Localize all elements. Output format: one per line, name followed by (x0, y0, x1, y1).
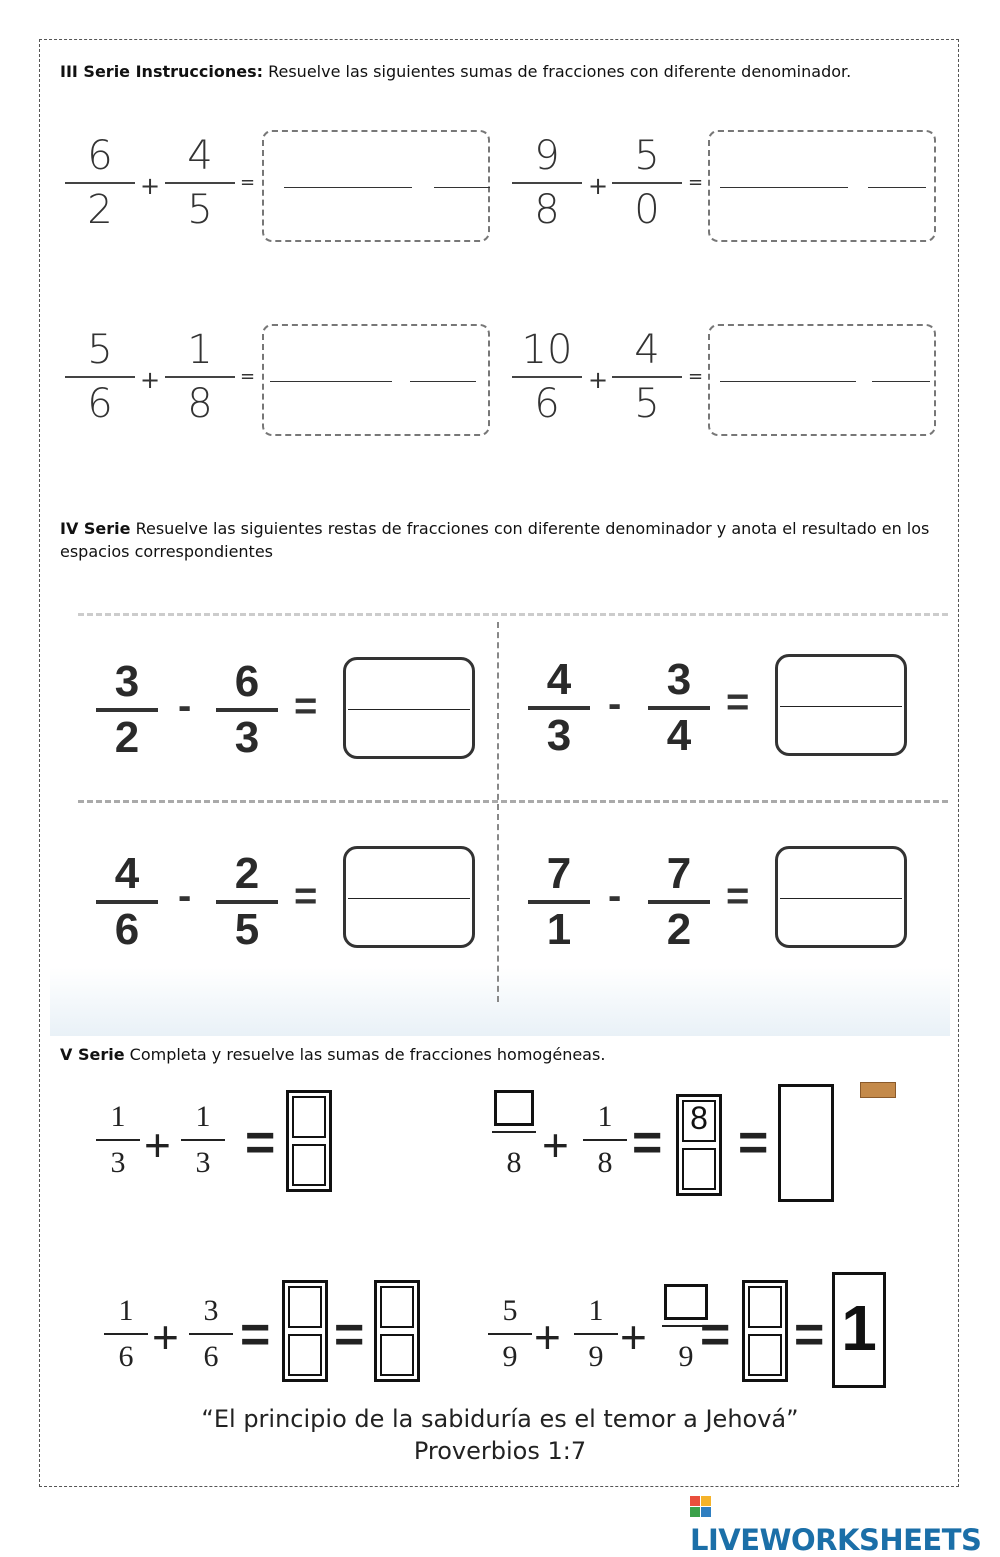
numerator: 4 (187, 133, 213, 179)
denominator: 2 (114, 713, 140, 762)
denominator-cell[interactable] (292, 1144, 326, 1186)
equals-sign: = (726, 680, 750, 724)
plus-sign: + (588, 172, 609, 200)
denominator: 8 (506, 1146, 522, 1179)
denominator: 9 (678, 1340, 694, 1373)
equals-sign: = (240, 1306, 271, 1364)
equals-sign: = (794, 1306, 825, 1364)
crate-icon (860, 1082, 896, 1098)
equals-sign: = (688, 366, 704, 387)
answer-fraction-box[interactable] (676, 1094, 722, 1196)
quote-line1: “El principio de la sabiduría es el temor a Jehová” (201, 1405, 799, 1433)
numerator-cell (682, 1100, 716, 1142)
section4-title: IV Serie (60, 519, 131, 538)
equals-sign: = (334, 1306, 365, 1364)
denominator: 5 (187, 187, 213, 233)
brand-text: LIVEWORKSHEETS (690, 1523, 982, 1557)
denominator: 3 (110, 1146, 126, 1179)
fraction (648, 656, 710, 760)
numerator: 6 (234, 657, 260, 706)
answer-box[interactable] (778, 1084, 834, 1202)
minus-sign: - (608, 682, 622, 726)
numerator: 4 (634, 327, 660, 373)
denominator: 6 (118, 1340, 134, 1373)
numerator: 5 (87, 327, 113, 373)
denominator: 5 (634, 381, 660, 427)
numerator: 5 (634, 133, 660, 179)
given-numerator: 8 (690, 1100, 708, 1136)
plus-sign: + (534, 1311, 561, 1363)
equals-sign: = (245, 1114, 276, 1172)
fraction (65, 326, 135, 428)
plus-sign: + (140, 366, 161, 394)
numerator-cell[interactable] (288, 1286, 322, 1328)
fraction (492, 1098, 536, 1182)
denominator: 6 (114, 905, 140, 954)
answer-fraction-box[interactable] (374, 1280, 420, 1382)
fraction (65, 132, 135, 234)
numerator: 3 (203, 1294, 219, 1327)
denominator: 5 (234, 905, 260, 954)
denominator: 9 (588, 1340, 604, 1373)
fraction (216, 850, 278, 954)
answer-fraction-box[interactable] (742, 1280, 788, 1382)
plus-sign: + (588, 366, 609, 394)
section3-text: Resuelve las siguientes sumas de fracciones con diferente denominador. (263, 62, 852, 81)
plus-sign: + (140, 172, 161, 200)
final-answer-box (832, 1272, 886, 1388)
numerator-cell[interactable] (292, 1096, 326, 1138)
equals-sign: = (688, 172, 704, 193)
equals-sign: = (700, 1306, 731, 1364)
denominator: 6 (203, 1340, 219, 1373)
denominator: 1 (546, 905, 572, 954)
minus-sign: - (178, 684, 192, 728)
numerator: 7 (666, 849, 692, 898)
answer-box[interactable] (708, 130, 936, 242)
fraction (512, 326, 582, 428)
fraction (612, 132, 682, 234)
plus-sign: + (152, 1311, 179, 1363)
denominator-cell[interactable] (380, 1334, 414, 1376)
plus-sign: + (542, 1119, 569, 1171)
numerator: 3 (666, 655, 692, 704)
fraction (189, 1292, 233, 1376)
numerator-cell[interactable] (748, 1286, 782, 1328)
fraction (96, 850, 158, 954)
denominator: 3 (195, 1146, 211, 1179)
equals-sign: = (294, 684, 318, 728)
minus-sign: - (608, 874, 622, 918)
fraction (165, 326, 235, 428)
section4-text: Resuelve las siguientes restas de fracciones con diferente denominador y anota el resultado en los espacios correspondientes (60, 519, 930, 561)
equals-sign: = (632, 1114, 663, 1172)
denominator: 3 (546, 711, 572, 760)
answer-box[interactable] (775, 654, 907, 756)
equals-sign: = (726, 874, 750, 918)
equals-sign: = (240, 172, 256, 193)
numerator: 7 (546, 849, 572, 898)
numerator: 4 (114, 849, 140, 898)
numerator: 1 (597, 1100, 613, 1133)
divider (497, 622, 499, 1002)
section3-instructions (60, 60, 851, 83)
section5-instructions (60, 1043, 605, 1066)
fraction (574, 1292, 618, 1376)
numerator: 1 (118, 1294, 134, 1327)
divider (78, 613, 948, 616)
numerator: 4 (546, 655, 572, 704)
denominator: 0 (634, 187, 660, 233)
numerator: 10 (521, 327, 573, 373)
fraction (104, 1292, 148, 1376)
denominator: 2 (87, 187, 113, 233)
numerator: 9 (534, 133, 560, 179)
fraction (512, 132, 582, 234)
numerator: 1 (588, 1294, 604, 1327)
numerator: 1 (110, 1100, 126, 1133)
section3-title: III Serie Instrucciones: (60, 62, 264, 81)
equals-sign: = (294, 874, 318, 918)
denominator-cell[interactable] (748, 1334, 782, 1376)
equals-sign: = (240, 366, 256, 387)
denominator: 4 (666, 711, 692, 760)
denominator-cell[interactable] (682, 1148, 716, 1190)
plus-sign: + (620, 1311, 647, 1363)
answer-fraction-box[interactable] (282, 1280, 328, 1382)
fraction (648, 850, 710, 954)
fraction (488, 1292, 532, 1376)
answer-fraction-box[interactable] (286, 1090, 332, 1192)
answer-box[interactable] (708, 324, 936, 436)
plus-sign: + (144, 1119, 171, 1171)
denominator-cell[interactable] (288, 1334, 322, 1376)
quote-line2: Proverbios 1:7 (413, 1437, 587, 1465)
numerator-cell[interactable] (380, 1286, 414, 1328)
denominator: 6 (87, 381, 113, 427)
section4-instructions (60, 517, 950, 563)
answer-box[interactable] (775, 846, 907, 948)
fraction (96, 658, 158, 762)
fraction (216, 658, 278, 762)
fraction (181, 1098, 225, 1182)
logo-icon (690, 1496, 712, 1518)
answer-box[interactable] (262, 130, 490, 242)
denominator: 8 (597, 1146, 613, 1179)
fraction (165, 132, 235, 234)
numerator: 5 (502, 1294, 518, 1327)
numerator: 2 (234, 849, 260, 898)
denominator: 2 (666, 905, 692, 954)
denominator: 3 (234, 713, 260, 762)
answer-box[interactable] (343, 846, 475, 948)
answer-box[interactable] (343, 657, 475, 759)
fraction (96, 1098, 140, 1182)
denominator: 6 (534, 381, 560, 427)
denominator: 8 (187, 381, 213, 427)
numerator: 6 (87, 133, 113, 179)
fraction (528, 656, 590, 760)
minus-sign: - (178, 874, 192, 918)
divider (78, 800, 948, 803)
denominator: 9 (502, 1340, 518, 1373)
equals-sign: = (738, 1114, 769, 1172)
section5-title: V Serie (60, 1045, 125, 1064)
denominator: 8 (534, 187, 560, 233)
answer-box[interactable] (262, 324, 490, 436)
numerator: 1 (187, 327, 213, 373)
numerator: 3 (114, 657, 140, 706)
section5-text: Completa y resuelve las sumas de fracciones homogéneas. (124, 1045, 606, 1064)
liveworksheets-logo (690, 1489, 1000, 1557)
numerator: 1 (195, 1100, 211, 1133)
fraction (583, 1098, 627, 1182)
fraction (528, 850, 590, 954)
final-answer-value: 1 (841, 1292, 877, 1364)
fraction (612, 326, 682, 428)
